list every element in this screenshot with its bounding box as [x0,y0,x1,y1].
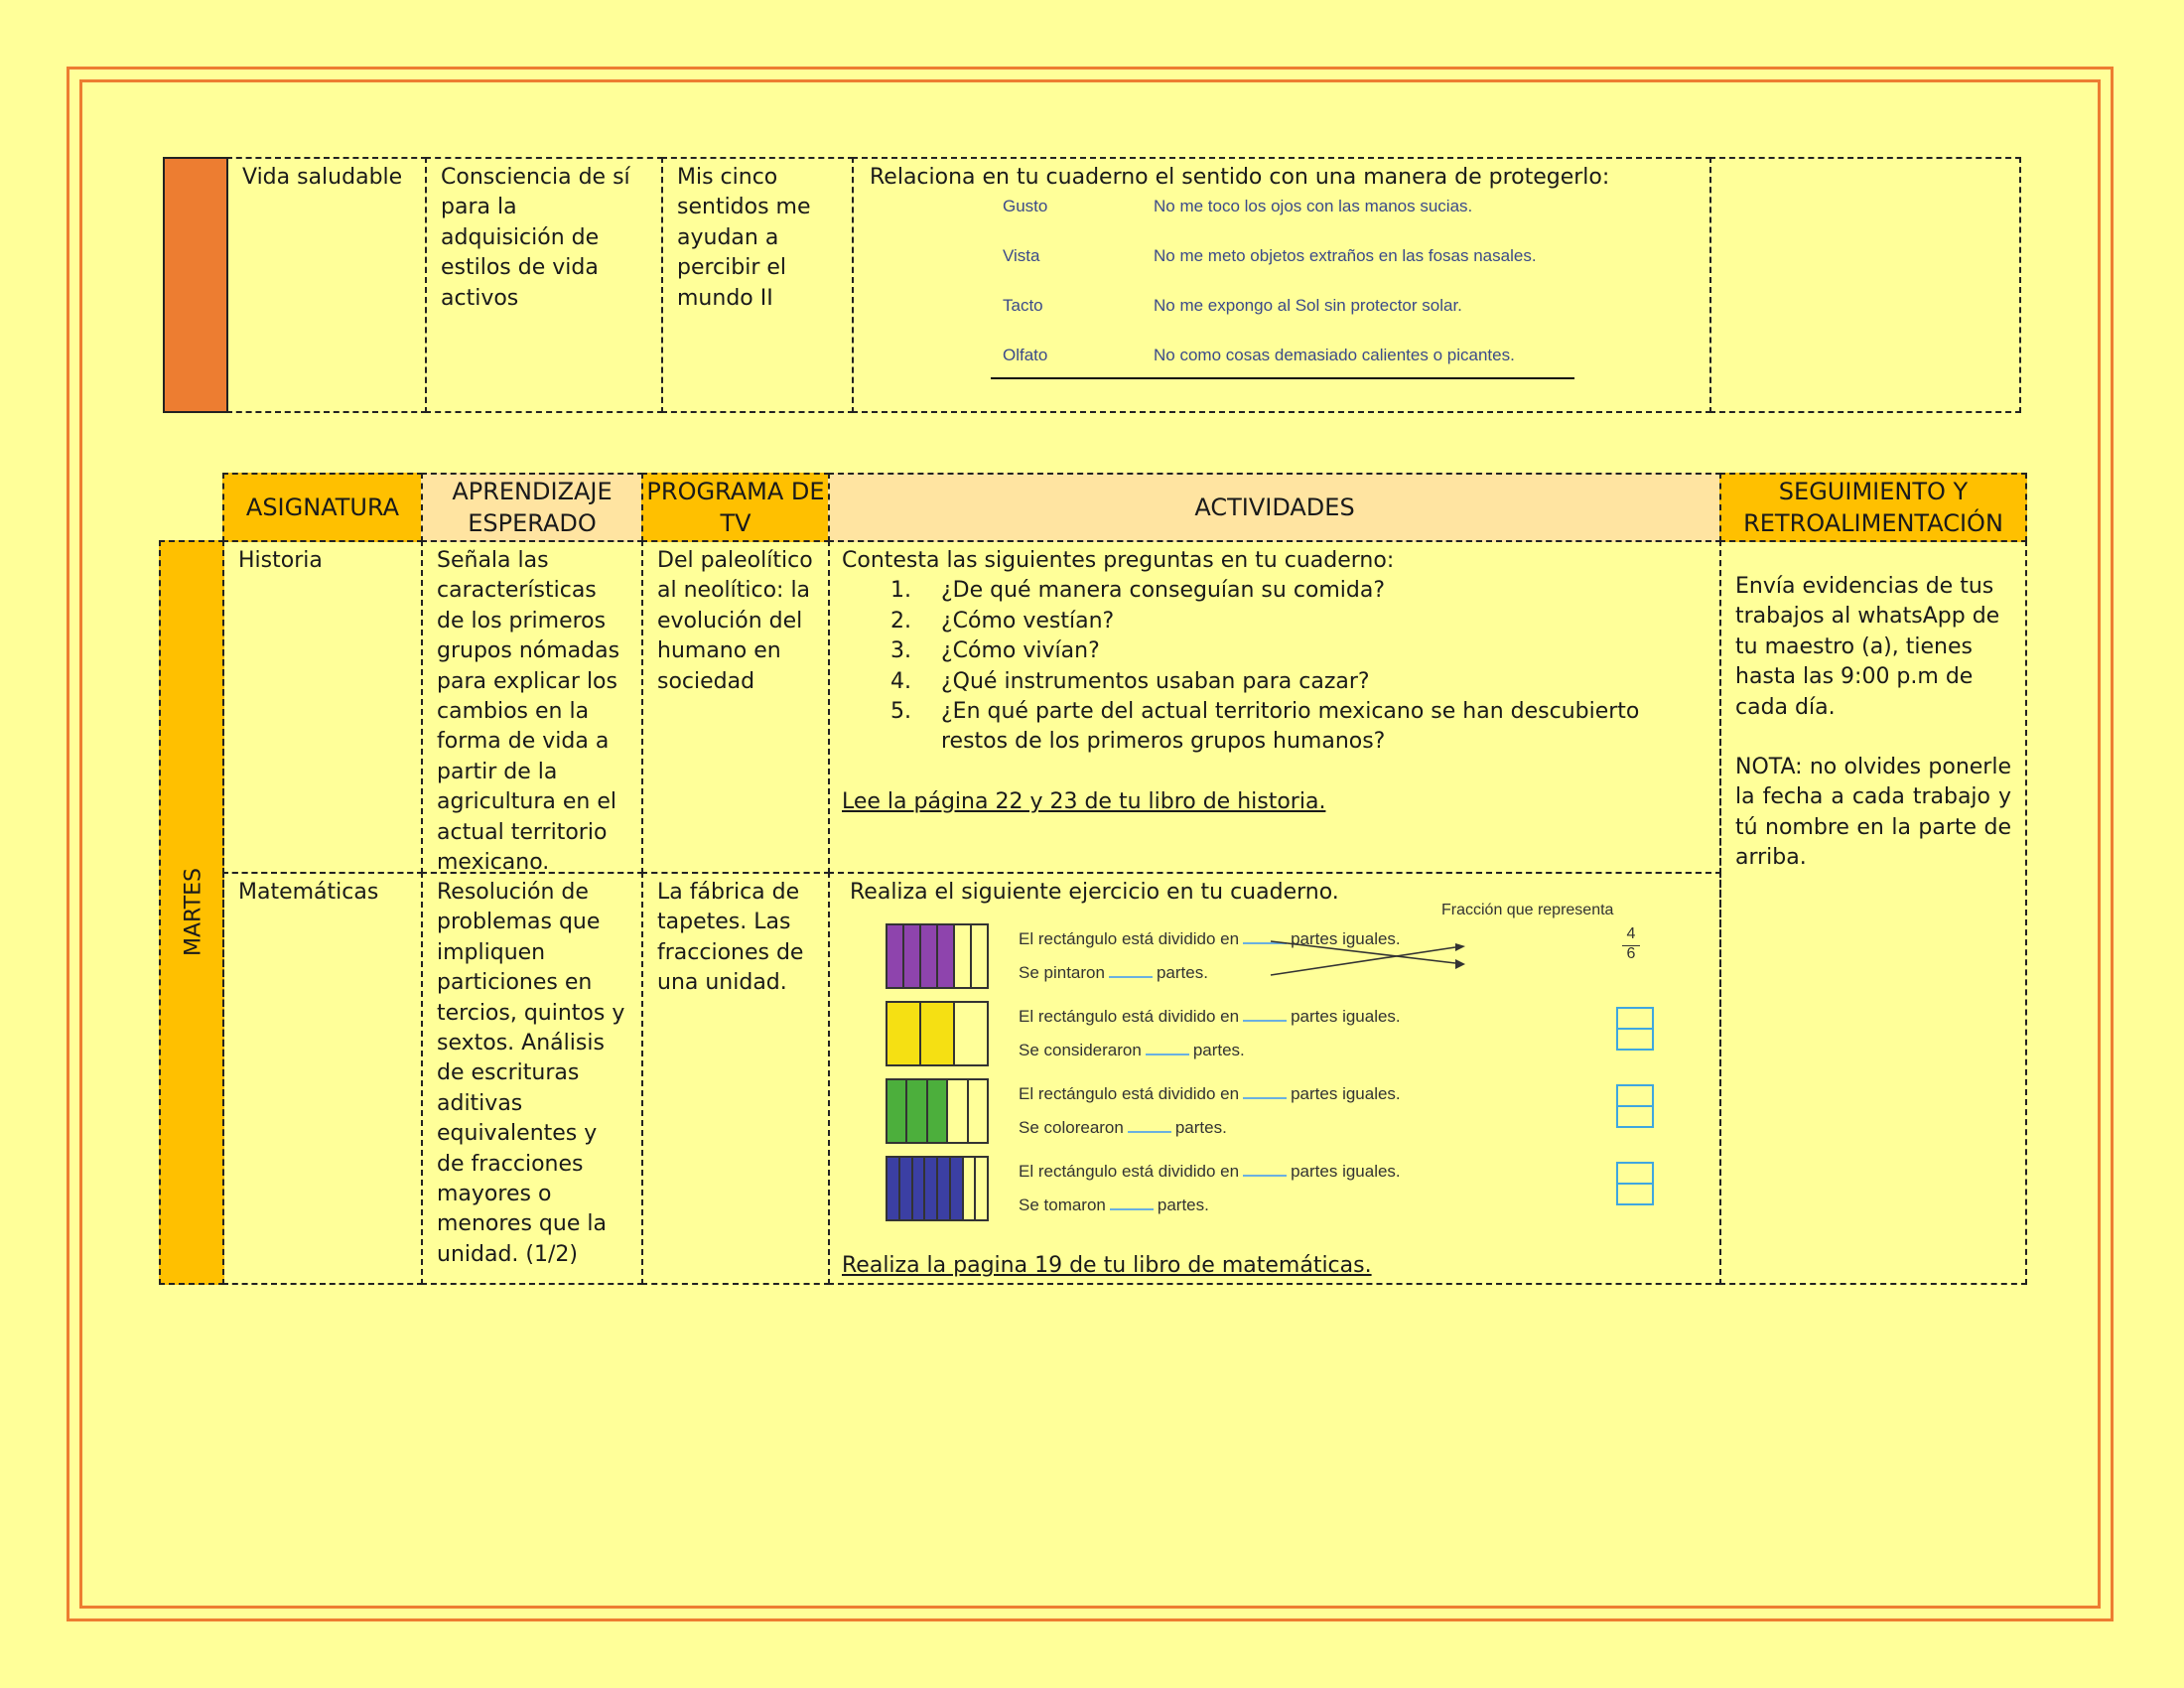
top-program: Mis cinco sentidos me ayudan a percibir el mundo II [677,165,811,311]
mate-learning-cell [421,872,643,1285]
example-numerator: 4 [1626,925,1636,942]
exercise-line: El rectángulo está dividido en partes iguales. [1019,1162,1401,1181]
historia-questions [842,576,1707,757]
followup-note: NOTA: no olvides ponerle la fecha a cada trabajo y tú nombre en la parte de arriba. [1735,755,2011,871]
senses-underline [991,377,1574,379]
top-followup-cell [1709,157,2021,413]
sense-item: Tacto [1003,296,1043,315]
historia-learning: Señala las características de los primeros grupos nómadas para explicar los cambios en la forma de vida a partir de la agricultura en el actual territorio mexicano. [437,548,620,876]
protection-item: No me expongo al Sol sin protector solar. [1154,296,1462,315]
unshaded-part [969,1080,987,1142]
header-program: PROGRAMA DE TV [641,473,830,542]
top-subject: Vida saludable [242,165,403,190]
list-item: 5. ¿En qué parte del actual territorio mexicano se han descubierto restos de los primeros grupos humanos? [890,699,1640,755]
historia-reading: Lee la página 22 y 23 de tu libro de historia. [842,788,1326,814]
top-program-cell [661,157,854,413]
top-activity-cell [852,157,1711,413]
fraction-answer-box[interactable] [1616,1084,1654,1128]
unshaded-part [955,1003,987,1064]
shaded-part [925,1158,938,1219]
fraction-rectangle [886,923,989,989]
list-item: 1. ¿De qué manera conseguían su comida? [890,578,1386,604]
mate-subject: Matemáticas [238,880,379,905]
mate-learning: Resolución de problemas que impliquen particiones en tercios, quintos y sextos. Análisis de escrituras aditivas equivalentes y de fracciones mayores o menores que la unidad. (1/2) [437,880,625,1267]
top-subject-cell [226,157,427,413]
historia-activity-cell [828,540,1721,874]
shaded-part [921,1003,955,1064]
fraction-rectangle [886,1001,989,1066]
exercise-line: Se consideraron partes. [1019,1041,1245,1059]
exercise-line: El rectángulo está dividido en partes iguales. [1019,929,1401,948]
sense-item: Olfato [1003,346,1048,364]
unshaded-part [948,1080,968,1142]
followup-text-1: Envía evidencias de tus trabajos al whatsApp de tu maestro (a), tienes hasta las 9:00 p.m de cada día. [1735,574,2000,720]
top-learning: Consciencia de sí para la adquisición de estilos de vida activos [441,165,630,311]
fraction-rectangle [886,1078,989,1144]
list-item: 4. ¿Qué instrumentos usaban para cazar? [890,668,1370,694]
unshaded-part [955,925,972,987]
exercise-line: El rectángulo está dividido en partes iguales. [1019,1084,1401,1103]
mate-page-note: Realiza la pagina 19 de tu libro de matemáticas. [842,1253,1372,1278]
list-item: 2. ¿Cómo vestían? [890,608,1115,633]
shaded-part [887,925,904,987]
day-label: MARTES [181,867,206,957]
day-column [159,540,224,1285]
example-denominator: 6 [1626,945,1636,962]
top-activity-intro: Relaciona en tu cuaderno el sentido con una manera de protegerlo: [870,165,1610,190]
exercise-line: Se tomaron partes. [1019,1196,1209,1214]
mate-activity-cell [828,872,1721,1285]
mate-program-cell [641,872,830,1285]
unshaded-part [964,1158,977,1219]
shaded-part [887,1158,900,1219]
historia-program-cell [641,540,830,874]
historia-program: Del paleolítico al neolítico: la evolución del humano en sociedad [657,548,813,694]
historia-subject-cell [222,540,423,874]
protection-item: No me meto objetos extraños en las fosas nasales. [1154,246,1537,265]
sense-item: Gusto [1003,197,1048,215]
followup-cell [1719,540,2027,1285]
shaded-part [928,1080,948,1142]
mate-program: La fábrica de tapetes. Las fracciones de una unidad. [657,880,804,996]
unshaded-part [976,1158,987,1219]
protection-item: No como cosas demasiado calientes o picantes. [1154,346,1515,364]
top-row-side-bar [163,157,228,413]
shaded-part [921,925,938,987]
top-learning-cell [425,157,663,413]
fraction-answer-box[interactable] [1616,1162,1654,1205]
shaded-part [938,925,955,987]
shaded-part [904,925,921,987]
fraction-header: Fracción que representa [1441,902,1614,918]
header-activities: ACTIVIDADES [828,473,1721,542]
shaded-part [951,1158,964,1219]
sense-item: Vista [1003,246,1040,265]
protection-item: No me toco los ojos con las manos sucias. [1154,197,1473,215]
historia-subject: Historia [238,548,323,573]
mate-intro: Realiza el siguiente ejercicio en tu cuaderno. [850,880,1339,905]
shaded-part [900,1158,913,1219]
shaded-part [938,1158,951,1219]
historia-learning-cell [421,540,643,874]
fraction-rectangle [886,1156,989,1221]
header-learning: APRENDIZAJE ESPERADO [421,473,643,542]
header-subject: ASIGNATURA [222,473,423,542]
unshaded-part [972,925,987,987]
shaded-part [887,1080,907,1142]
shaded-part [907,1080,927,1142]
header-followup: SEGUIMIENTO Y RETROALIMENTACIÓN [1719,473,2027,542]
list-item: 3. ¿Cómo vivían? [890,638,1100,664]
exercise-line: Se colorearon partes. [1019,1118,1227,1137]
matching-lines [1267,919,1485,979]
shaded-part [913,1158,926,1219]
historia-intro: Contesta las siguientes preguntas en tu cuaderno: [842,548,1395,573]
mate-subject-cell [222,872,423,1285]
shaded-part [887,1003,921,1064]
fraction-answer-box[interactable] [1616,1007,1654,1051]
exercise-line: Se pintaron partes. [1019,963,1208,982]
exercise-line: El rectángulo está dividido en partes iguales. [1019,1007,1401,1026]
